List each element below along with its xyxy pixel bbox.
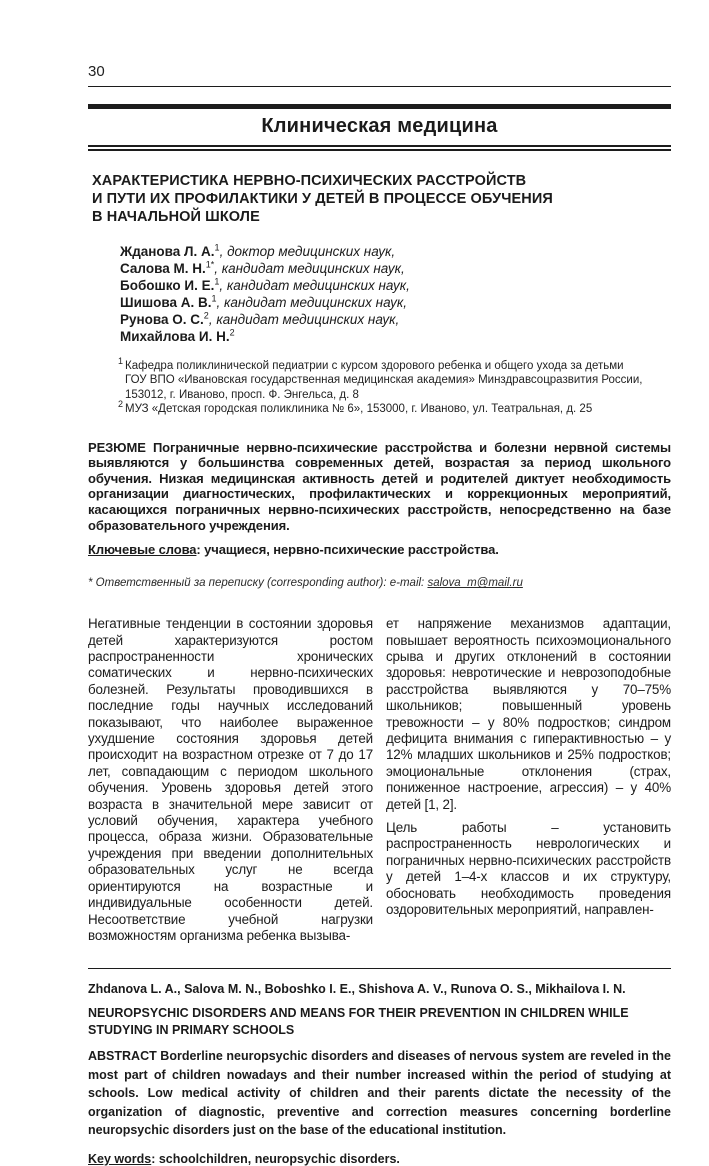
- author-name: Салова М. Н.: [120, 261, 206, 276]
- page-number-rule: [88, 86, 671, 87]
- abstract-ru-text: Пограничные нервно-психические расстройства и болезни нервной системы выявляются у большинства современных детей, возрастая за период школьного обучения. Низкая медицинская активность детей и родителей диктует необходимость организации диагностических, профилактических и коррекционных мероприятий, касающихся пограничных нервно-психических расстройств, непосредственно на базе образовательного учреждения.: [88, 439, 672, 533]
- author-affil-marker: 2: [203, 310, 209, 321]
- author-name: Михайлова И. Н.: [120, 329, 230, 344]
- english-section-rule: [88, 968, 671, 969]
- author-line: [120, 243, 671, 260]
- abstract-en-label: ABSTRACT: [88, 1049, 157, 1064]
- author-name: Шишова А. В.: [120, 295, 212, 310]
- section-header-double-rule: [88, 145, 671, 151]
- body-column-right: [386, 616, 671, 944]
- page-number: 30: [88, 63, 105, 80]
- abstract-en-text: Borderline neuropsychic disorders and diseases of nervous system are reveled in the most part of children nowadays and their number increased within the period of studying at schools. Low medical activity of children and their parents dictate the necessity of the organization of diagnostic, preventive and correction measures concerning borderline neuropsychic disorders just on the base of the educational institution.: [88, 1049, 671, 1137]
- section-header: [88, 104, 671, 151]
- abstract-ru-label: РЕЗЮМЕ: [88, 439, 146, 455]
- affiliation-line: [118, 399, 671, 416]
- affiliation-marker: 2: [118, 399, 124, 410]
- body-columns: [88, 616, 671, 944]
- body-column-left: [88, 616, 373, 944]
- corresponding-author-footnote: [88, 577, 671, 589]
- author-line: [120, 311, 671, 328]
- keywords-en-label: Key words: [88, 1151, 152, 1166]
- authors-block: [120, 243, 671, 345]
- body-paragraph: ет напряжение механизмов адаптации, повышает вероятность психоэмоционального срыва и других отклонений в состоянии здоровья: невротические и неврозоподобные расстройства выявляются у 70–75% школьников; повышенный уровень тревожности – у 80% подростков; синдром дефицита внимания с гиперактивностью – у 12% младших школьников и 25% подростков; эмоциональные отклонения (страх, пониженное настроение, агрессия) – у 40% детей [1, 2].: [386, 616, 671, 812]
- authors-en: Zhdanova L. A., Salova M. N., Boboshko I. E., Shishova A. V., Runova O. S., Mikhailova I. N.: [88, 982, 626, 997]
- section-title: Клиническая медицина: [261, 115, 498, 137]
- affiliation-text: Кафедра поликлинической педиатрии с курсом здорового ребенка и общего ухода за детьми: [125, 360, 624, 372]
- author-affil-marker: 1: [214, 276, 220, 287]
- author-affil-marker: 1*: [205, 259, 215, 270]
- affiliation-line: [125, 388, 671, 402]
- article-title-line-1: ХАРАКТЕРИСТИКА НЕРВНО-ПСИХИЧЕСКИХ РАССТРОЙСТВ: [92, 173, 527, 189]
- article-title-line-3: В НАЧАЛЬНОЙ ШКОЛЕ: [92, 209, 260, 225]
- author-degree: , доктор медицинских наук,: [219, 244, 396, 259]
- author-degree: , кандидат медицинских наук,: [219, 278, 410, 293]
- footnote-text: * Ответственный за переписку (corresponding author): e-mail:: [88, 577, 428, 590]
- author-line: [120, 260, 671, 277]
- keywords-ru-label: Ключевые слова: [88, 542, 197, 558]
- affiliation-text: ГОУ ВПО «Ивановская государственная медицинская академия» Минздравсоцразвития России,: [125, 374, 643, 387]
- body-paragraph: Цель работы – установить распространенность неврологических и пограничных нервно-психических расстройств у детей 1–4-х классов и их структуру, обосновать необходимость проведения оздоровительных мероприятий, направлен-: [386, 820, 671, 918]
- affiliation-line: [118, 356, 671, 373]
- author-affil-marker: 1: [214, 242, 220, 253]
- author-name: Бобошко И. Е.: [120, 278, 215, 293]
- keywords-ru: [88, 542, 671, 557]
- affiliation-line: [125, 373, 671, 387]
- affiliation-text: 153012, г. Иваново, просп. Ф. Энгельса, д. 8: [125, 388, 359, 401]
- author-line: [120, 328, 671, 345]
- body-paragraph: Негативные тенденции в состоянии здоровья детей характеризуются ростом распространенности хронических соматических и нервно-психических болезней. Результаты проводившихся в последние годы научных исследований показывают, что наиболее выраженное ухудшение состояния здоровья детей происходит на возрастном отрезке от 7 до 17 лет, совпадающим с периодом школьного обучения. Уровень здоровья детей этого возраста в значительной мере зависит от условий обучения, характера учебного процесса, образа жизни. Образовательные учреждения при введении дополнительных образовательных услуг не всегда ориентируются на возрастные и индивидуальные особенности детей. Несоответствие учебной нагрузки возможностям организма ребенка вызыва-: [88, 616, 373, 943]
- author-affil-marker: 1: [211, 293, 217, 304]
- author-affil-marker: 2: [229, 327, 235, 338]
- article-title-en: NEUROPSYCHIC DISORDERS AND MEANS FOR THEIR PREVENTION IN CHILDREN WHILE STUDYING IN PRIMARY SCHOOLS: [88, 1006, 629, 1038]
- author-line: [120, 277, 671, 294]
- corresponding-author-email-link[interactable]: salova_m@mail.ru: [427, 577, 523, 590]
- abstract-en: [88, 1047, 671, 1139]
- keywords-en-text: : schoolchildren, neuropsychic disorders.: [151, 1151, 400, 1166]
- affiliations-block: [88, 356, 671, 417]
- abstract-ru: [88, 440, 671, 534]
- author-degree: , кандидат медицинских наук,: [214, 261, 405, 276]
- author-degree: , кандидат медицинских наук,: [216, 295, 407, 310]
- article-title-line-2: И ПУТИ ИХ ПРОФИЛАКТИКИ У ДЕТЕЙ В ПРОЦЕССЕ ОБУЧЕНИЯ: [92, 191, 553, 207]
- article-title: [92, 172, 671, 226]
- author-name: Жданова Л. А.: [120, 244, 215, 259]
- author-line: [120, 294, 671, 311]
- affiliation-text: МУЗ «Детская городская поликлиника № 6», 153000, г. Иваново, ул. Театральная, д. 25: [125, 403, 593, 416]
- author-degree: , кандидат медицинских наук,: [208, 312, 400, 327]
- keywords-en: [88, 1152, 671, 1166]
- keywords-ru-text: : учащиеся, нервно-психические расстройства.: [196, 542, 499, 558]
- affiliation-marker: 1: [118, 356, 124, 367]
- author-name: Рунова О. С.: [120, 312, 204, 327]
